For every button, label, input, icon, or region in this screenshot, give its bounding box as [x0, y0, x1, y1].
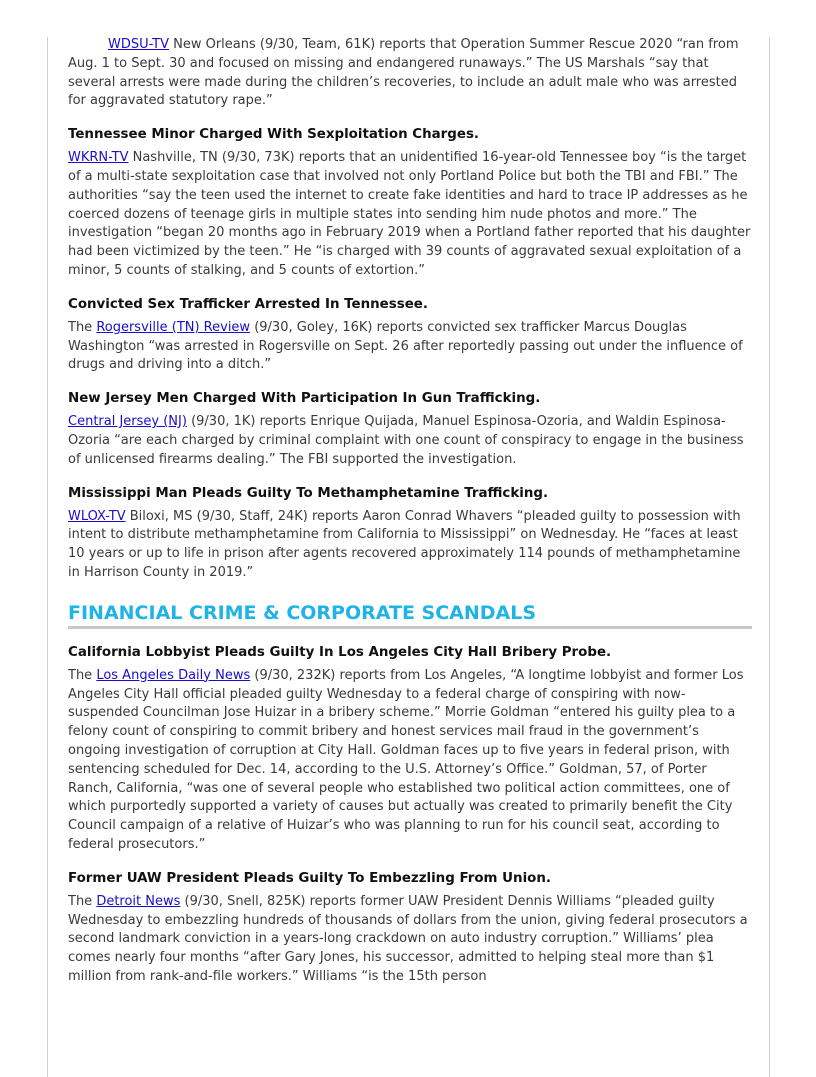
article: [68, 125, 752, 281]
article-headline: Mississippi Man Pleads Guilty To Methamphetamine Trafficking.: [68, 485, 549, 501]
article: [68, 389, 752, 469]
article-text: (9/30, 232K) reports from Los Angeles, “A longtime lobbyist and former Los Angeles City Hall official pleaded guilty Wednesday to a federal charge of conspiring with now-suspended Councilman Jose Huizar in a bribery scheme.” Morrie Goldman “entered his guilty plea to a felony count of conspiring to commit bribery and honest services mail fraud in the government’s ongoing investigation of corruption at City Hall. Goldman faces up to five years in federal prison, with sentencing scheduled for Dec. 14, according to the U.S. Attorney’s Office.” Goldman, 57, of Porter Ranch, California, “was one of several people who established two political action committees, one of which purportedly supported a variety of causes but actually was created to primarily benefit the City Council campaign of a relative of Huizar’s who was planning to run for his council seat, according to federal prosecutors.”: [68, 667, 744, 852]
article: [68, 869, 752, 987]
article-text: Nashville, TN (9/30, 73K) reports that an unidentified 16-year-old Tennessee boy “is the target of a multi-state sexploitation case that involved not only Portland Police but both the TBI and FBI.” The authorities “say the teen used the internet to create fake identities and hard to trace IP addresses as he coerced dozens of teenage girls in multiple states into sending him nude photos and more.” The investigation “began 20 months ago in February 2019 when a Portland father reported that his daughter had been victimized by the teen.” He “is charged with 39 counts of aggravated sexual exploitation of a minor, 5 counts of stalking, and 5 counts of extortion.”: [68, 150, 751, 278]
article-text: (9/30, Goley, 16K) reports convicted sex trafficker Marcus Douglas Washington “was arrested in Rogersville on Sept. 26 after reportedly passing out under the influence of drugs and driving into a ditch.”: [68, 319, 743, 373]
article-body: [68, 893, 752, 987]
article-prefix: The: [68, 893, 97, 909]
source-link[interactable]: WDSU-TV: [108, 37, 169, 52]
article-headline: Tennessee Minor Charged With Sexploitation Charges.: [68, 127, 480, 143]
article-text: New Orleans (9/30, Team, 61K) reports that Operation Summer Rescue 2020 “ran from Aug. 1 to Sept. 30 and focused on missing and endangered runaways.” The US Marshals “say that several arrests were made during the children’s recoveries, to include an adult male who was arrested for aggravated statutory rape.”: [68, 37, 739, 109]
article: [68, 295, 752, 375]
source-link[interactable]: WLOX-TV: [68, 508, 126, 524]
article-body: [68, 667, 752, 855]
section-heading: FINANCIAL CRIME & CORPORATE SCANDALS: [68, 601, 752, 629]
article: [68, 484, 752, 583]
article-prefix: The: [68, 319, 97, 335]
article-headline: Former UAW President Pleads Guilty To Embezzling From Union.: [68, 870, 551, 886]
intro-paragraph: [68, 36, 752, 111]
article: [68, 643, 752, 855]
article-body: [68, 413, 752, 469]
article-headline: New Jersey Men Charged With Participation In Gun Trafficking.: [68, 391, 541, 407]
source-link[interactable]: Rogersville (TN) Review: [96, 319, 251, 335]
newsletter-content: [68, 36, 752, 987]
source-link[interactable]: Los Angeles Daily News: [96, 667, 251, 683]
article-text: (9/30, Snell, 825K) reports former UAW President Dennis Williams “pleaded guilty Wednesday to embezzling hundreds of thousands of dollars from the union, giving federal prosecutors a second landmark conviction in a years-long crackdown on auto industry corruption.” Williams’ plea comes nearly four months “after Gary Jones, his successor, admitted to helping steal more than $1 million from rank-and-file workers.” Williams “is the 15th person: [68, 893, 748, 984]
article-text: (9/30, 1K) reports Enrique Quijada, Manuel Espinosa-Ozoria, and Waldin Espinosa-Ozoria “are each charged by criminal complaint with one count of conspiracy to engage in the business of unlicensed firearms dealing.” The FBI supported the investigation.: [68, 414, 744, 467]
article-headline: Convicted Sex Trafficker Arrested In Tennessee.: [68, 296, 428, 312]
article-headline: California Lobbyist Pleads Guilty In Los Angeles City Hall Bribery Probe.: [68, 644, 612, 660]
articles-group: [68, 643, 752, 987]
source-link[interactable]: WKRN-TV: [68, 150, 129, 166]
article-body: [68, 319, 752, 375]
article-text: Biloxi, MS (9/30, Staff, 24K) reports Aaron Conrad Whavers “pleaded guilty to possession with intent to distribute methamphetamine from California to Mississippi” on Wednesday. He “faces at least 10 years or up to life in prison after agents recovered approximately 114 pounds of methamphetamine in Harrison County in 2019.”: [68, 508, 741, 580]
source-link[interactable]: Detroit News: [96, 893, 181, 909]
article-body: [68, 149, 752, 281]
source-link[interactable]: Central Jersey (NJ): [68, 414, 187, 430]
articles-group: [68, 125, 752, 583]
article-body: [68, 508, 752, 583]
article-prefix: The: [68, 667, 97, 683]
